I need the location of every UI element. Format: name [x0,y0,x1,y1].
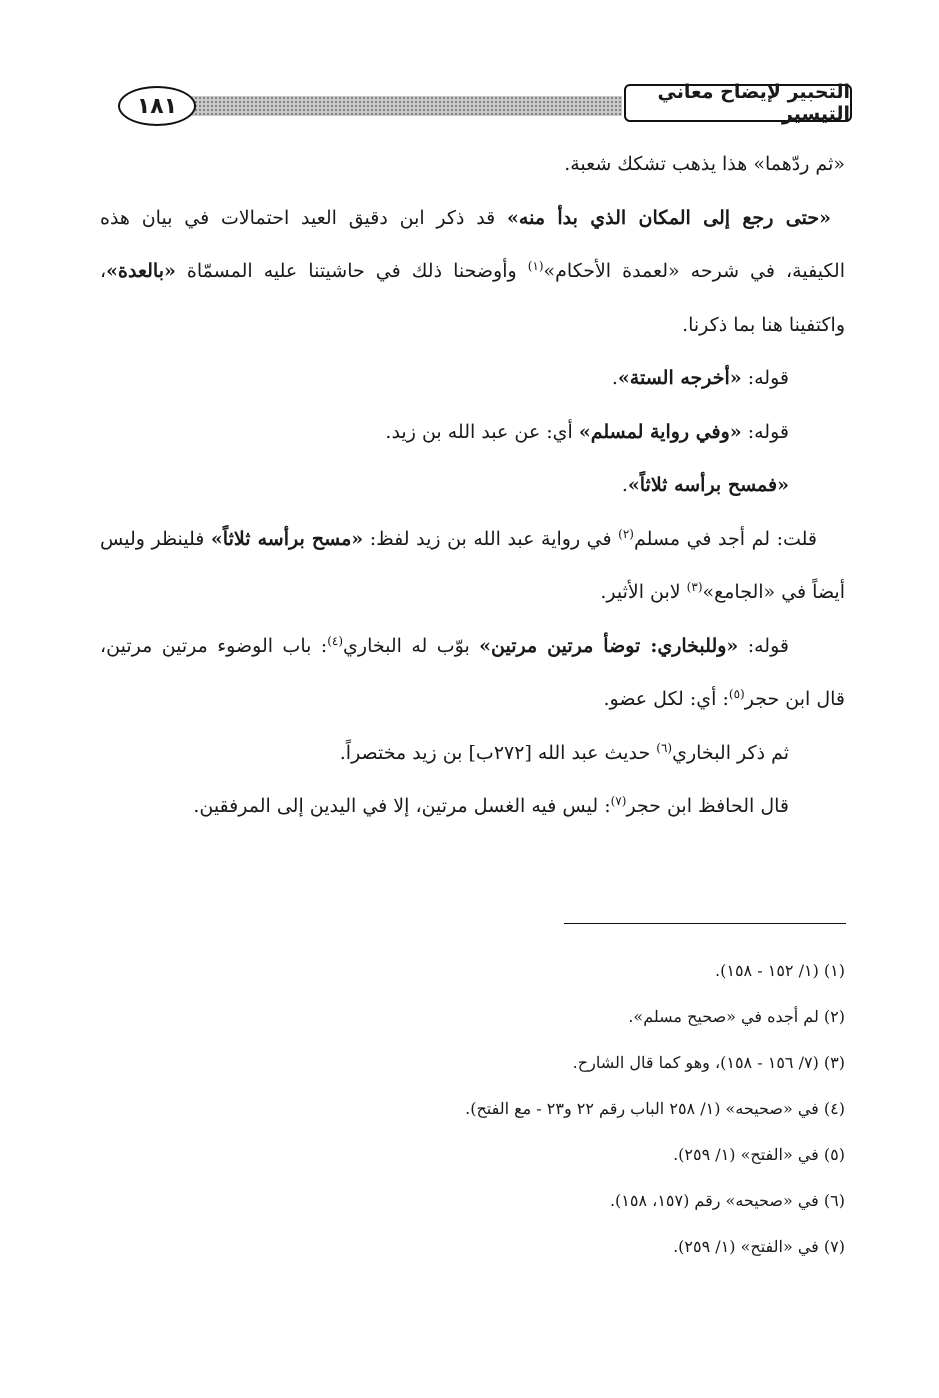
footnotes [100,948,845,1270]
footnote: (٦) في «صحيحه» رقم (١٥٧، ١٥٨). [609,1191,845,1210]
footnote-ref: (٦) [656,740,673,755]
text-line: قوله: «وفي رواية لمسلم» أي: عن عبد الله بن زيد. [385,420,789,443]
text-line: واكتفينا هنا بما ذكرنا. [682,313,845,336]
footnote: (٧) في «الفتح» (١/ ٢٥٩). [673,1237,845,1256]
footnote: (٢) لم أجده في «صحيح مسلم». [628,1007,845,1026]
text-line: قلت: لم أجد في مسلم$^{(٢)}$ في رواية عبد الله بن زيد لفظ: «مسح برأسه ثلاثاً» فلينظر وليس [100,526,817,550]
footnote-ref: (٤) [327,633,344,648]
footnote-ref: (٥) [728,687,745,701]
footnote-ref: (٣) [686,580,703,594]
text-line: أيضاً في «الجامع»$^{(٣)}$ لابن الأثير. [600,580,845,603]
text-line: «ثم ردّهما» هذا يذهب تشكك شعبة. [564,153,845,175]
book-title: التحبير لإيضاح معاني التيسير [624,84,852,122]
footnote-ref: (٢) [618,526,634,541]
page-number: ١٨١ [118,86,196,126]
text-line: قال الحافظ ابن حجر$^{(٧)}$: ليس فيه الغسل مرتين، إلا في اليدين إلى المرفقين. [193,794,789,817]
footnote-ref: (٧) [610,794,627,808]
footnote: (٥) في «الفتح» (١/ ٢٥٩). [673,1145,845,1164]
text-line: الكيفية، في شرحه «لعمدة الأحكام»$^{(١)}$ وأوضحنا ذلك في حاشيتنا عليه المسمّاة «بالعدة»، [100,259,845,282]
footnote-ref: (١) [527,259,544,273]
text-line: «حتى رجع إلى المكان الذي بدأ منه» قد ذكر ابن دقيق العيد احتمالات في بيان هذه [100,206,831,229]
header-decorative-band [170,96,622,116]
footnote: (١) (١/ ١٥٢ - ١٥٨). [715,961,845,980]
text-line: قوله: «وللبخاري: توضأ مرتين مرتين» بوّب له البخاري$^{(٤)}$: باب الوضوء مرتين مرتين، [100,633,789,657]
text-line: قوله: «أخرجه الستة». [611,367,789,389]
footnote: (٣) (٧/ ١٥٦ - ١٥٨)، وهو كما قال الشارح. [572,1053,845,1072]
text-line: قال ابن حجر$^{(٥)}$: أي: لكل عضو. [603,687,845,710]
text-line: ثم ذكر البخاري$^{(٦)}$ حديث عبد الله [٢٧٢ب] بن زيد مختصراً. [339,740,789,764]
footnote-separator [564,923,846,924]
footnote: (٤) في «صحيحه» (١/ ٢٥٨ الباب رقم ٢٢ و٢٣ - مع الفتح). [465,1099,845,1118]
main-text [100,138,845,834]
page-header [100,82,852,132]
text-line: «فمسح برأسه ثلاثاً». [621,474,789,496]
